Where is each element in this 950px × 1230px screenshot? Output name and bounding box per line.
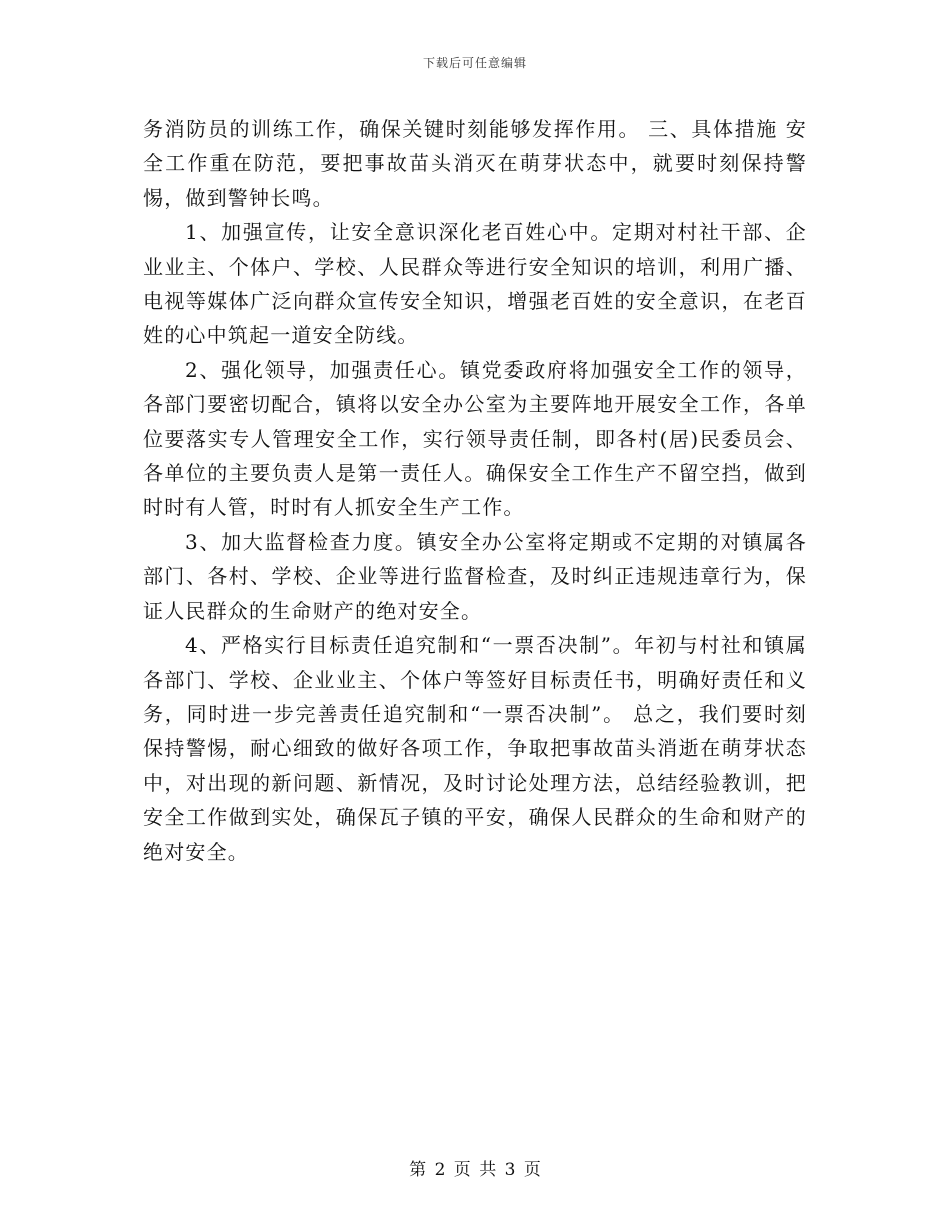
body-paragraph-measure-3: 3、加大监督检查力度。镇安全办公室将定期或不定期的对镇属各部门、各村、学校、企业等进行监督检查，及时纠正违规违章行为，保证人民群众的生命财产的绝对安全。 xyxy=(143,529,807,623)
body-paragraph-measure-1: 1、加强宣传，让安全意识深化老百姓心中。定期对村社干部、企业业主、个体户、学校、人民群众等进行安全知识的培训，利用广播、电视等媒体广泛向群众宣传安全知识，增强老百姓的安全意识，在老百姓的心中筑起一道安全防线。 xyxy=(143,220,807,348)
page-number-footer: 第 2 页 共 3 页 xyxy=(409,1160,541,1180)
page-header: 下载后可任意编辑 xyxy=(422,56,527,70)
document-body xyxy=(143,112,807,869)
body-paragraph-continuation: 务消防员的训练工作，确保关键时刻能够发挥作用。 三、具体措施 安全工作重在防范，要把事故苗头消灭在萌芽状态中，就要时刻保持警惕，做到警钟长鸣。 xyxy=(143,117,807,210)
body-paragraph-measure-4: 4、严格实行目标责任追究制和“一票否决制”。年初与村社和镇属各部门、学校、企业业主、个体户等签好目标责任书，明确好责任和义务，同时进一步完善责任追究制和“一票否决制”。 总之，我们要时刻保持警惕，耐心细致的做好各项工作，争取把事故苗头消逝在萌芽状态中，对出现的新问题、新情况，及时讨论处理方法，总结经验教训，把安全工作做到实处，确保瓦子镇的平安，确保人民群众的生命和财产的绝对安全。 xyxy=(143,633,807,864)
body-paragraph-measure-2: 2、强化领导，加强责任心。镇党委政府将加强安全工作的领导，各部门要密切配合，镇将以安全办公室为主要阵地开展安全工作，各单位要落实专人管理安全工作，实行领导责任制，即各村(居)民委员会、各单位的主要负责人是第一责任人。确保安全工作生产不留空挡，做到时时有人管，时时有人抓安全生产工作。 xyxy=(143,357,807,520)
